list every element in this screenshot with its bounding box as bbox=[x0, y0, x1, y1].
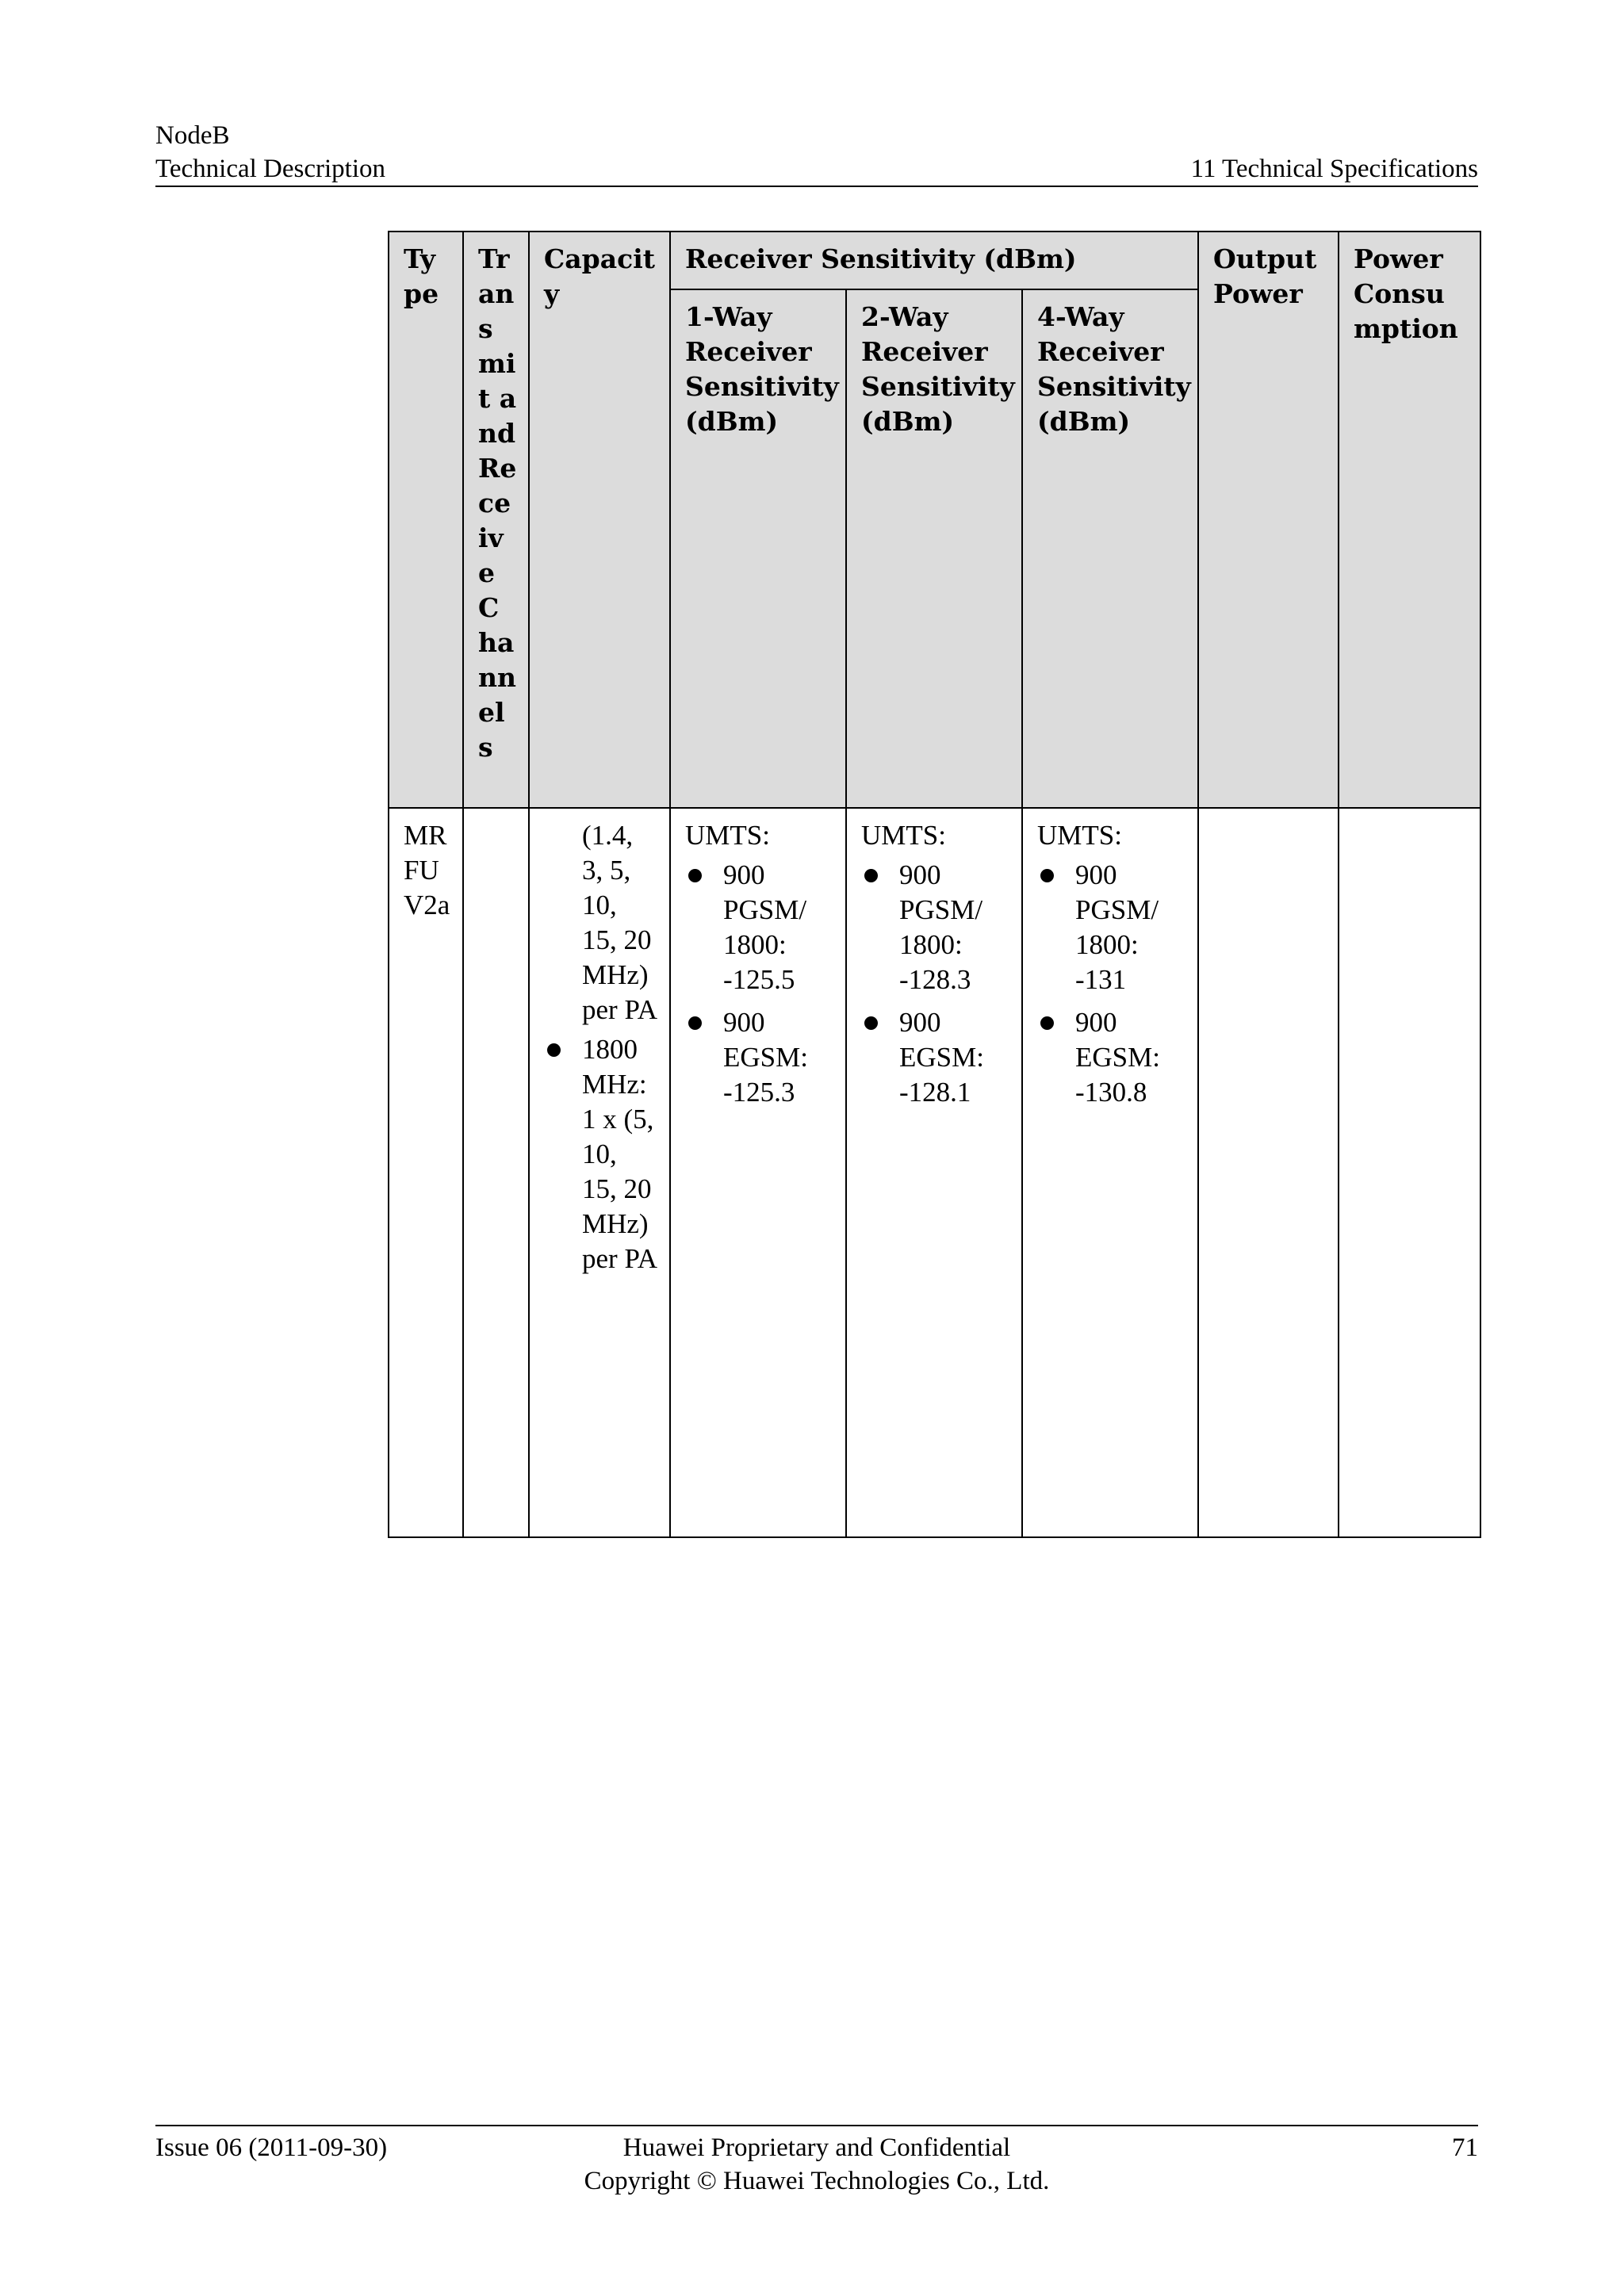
capacity-list bbox=[544, 1032, 658, 1276]
bullet-icon bbox=[1040, 1016, 1054, 1030]
header-receiver-sensitivity: Receiver Sensitivity (dBm) bbox=[670, 232, 1198, 289]
header-capacity: Capacity bbox=[529, 232, 670, 808]
cell-type: MRFUV2a bbox=[389, 808, 463, 1537]
list-item bbox=[1037, 1005, 1186, 1110]
cell-power-consumption bbox=[1339, 808, 1480, 1537]
four-way-list bbox=[1037, 858, 1186, 1110]
header-four-way: 4-Way Receiver Sensitivity (dBm) bbox=[1022, 289, 1198, 808]
bullet-icon bbox=[864, 1016, 878, 1030]
page-footer bbox=[155, 2125, 1478, 2195]
bullet-icon bbox=[864, 869, 878, 882]
four-way-item-pgsm: 900 PGSM/ 1800: -131 bbox=[1075, 859, 1159, 995]
capacity-continued: (1.4, 3, 5, 10, 15, 20 MHz) per PA bbox=[582, 820, 657, 1025]
two-way-label: UMTS: bbox=[861, 820, 946, 851]
cell-channels bbox=[463, 808, 529, 1537]
list-item bbox=[861, 858, 1010, 997]
header-section: 11 Technical Specifications bbox=[1190, 155, 1478, 183]
footer-center bbox=[155, 2131, 1478, 2198]
header-doc-title: Technical Description bbox=[155, 155, 385, 183]
header-type: Type bbox=[389, 232, 463, 808]
two-way-list bbox=[861, 858, 1010, 1110]
footer-copyright: Copyright © Huawei Technologies Co., Ltd. bbox=[584, 2167, 1050, 2195]
list-item bbox=[685, 1005, 834, 1110]
cell-capacity bbox=[529, 808, 670, 1537]
header-output-power: Output Power bbox=[1198, 232, 1339, 808]
cell-one-way bbox=[670, 808, 846, 1537]
header-one-way: 1-Way Receiver Sensitivity (dBm) bbox=[670, 289, 846, 808]
list-item bbox=[544, 1032, 658, 1276]
four-way-item-egsm: 900 EGSM: -130.8 bbox=[1075, 1007, 1160, 1108]
page-header bbox=[155, 119, 1478, 187]
one-way-item-pgsm: 900 PGSM/ 1800: -125.5 bbox=[723, 859, 807, 995]
footer-confidential: Huawei Proprietary and Confidential bbox=[622, 2133, 1011, 2162]
header-left bbox=[155, 119, 385, 186]
bullet-icon bbox=[688, 869, 702, 882]
bullet-icon bbox=[688, 1016, 702, 1030]
capacity-item: 1800 MHz: 1 x (5, 10, 15, 20 MHz) per PA bbox=[582, 1034, 657, 1274]
four-way-label: UMTS: bbox=[1037, 820, 1122, 851]
bullet-icon bbox=[547, 1043, 561, 1057]
one-way-item-egsm: 900 EGSM: -125.3 bbox=[723, 1007, 808, 1108]
table-row bbox=[389, 808, 1480, 1537]
footer-issue: Issue 06 (2011-09-30) bbox=[155, 2133, 388, 2162]
two-way-item-pgsm: 900 PGSM/ 1800: -128.3 bbox=[899, 859, 983, 995]
list-item bbox=[1037, 858, 1186, 997]
list-item bbox=[861, 1005, 1010, 1110]
one-way-list bbox=[685, 858, 834, 1110]
cell-output-power bbox=[1198, 808, 1339, 1537]
one-way-label: UMTS: bbox=[685, 820, 770, 851]
list-item bbox=[685, 858, 834, 997]
two-way-item-egsm: 900 EGSM: -128.1 bbox=[899, 1007, 984, 1108]
cell-two-way bbox=[846, 808, 1022, 1537]
bullet-icon bbox=[1040, 869, 1054, 882]
header-power-consumption: Power Consumption bbox=[1339, 232, 1480, 808]
cell-four-way bbox=[1022, 808, 1198, 1537]
footer-page-number: 71 bbox=[1452, 2133, 1478, 2162]
header-two-way: 2-Way Receiver Sensitivity (dBm) bbox=[846, 289, 1022, 808]
spec-table bbox=[388, 231, 1481, 1538]
header-channels: Transmit and Receive Channels bbox=[463, 232, 529, 808]
header-product: NodeB bbox=[155, 121, 230, 150]
